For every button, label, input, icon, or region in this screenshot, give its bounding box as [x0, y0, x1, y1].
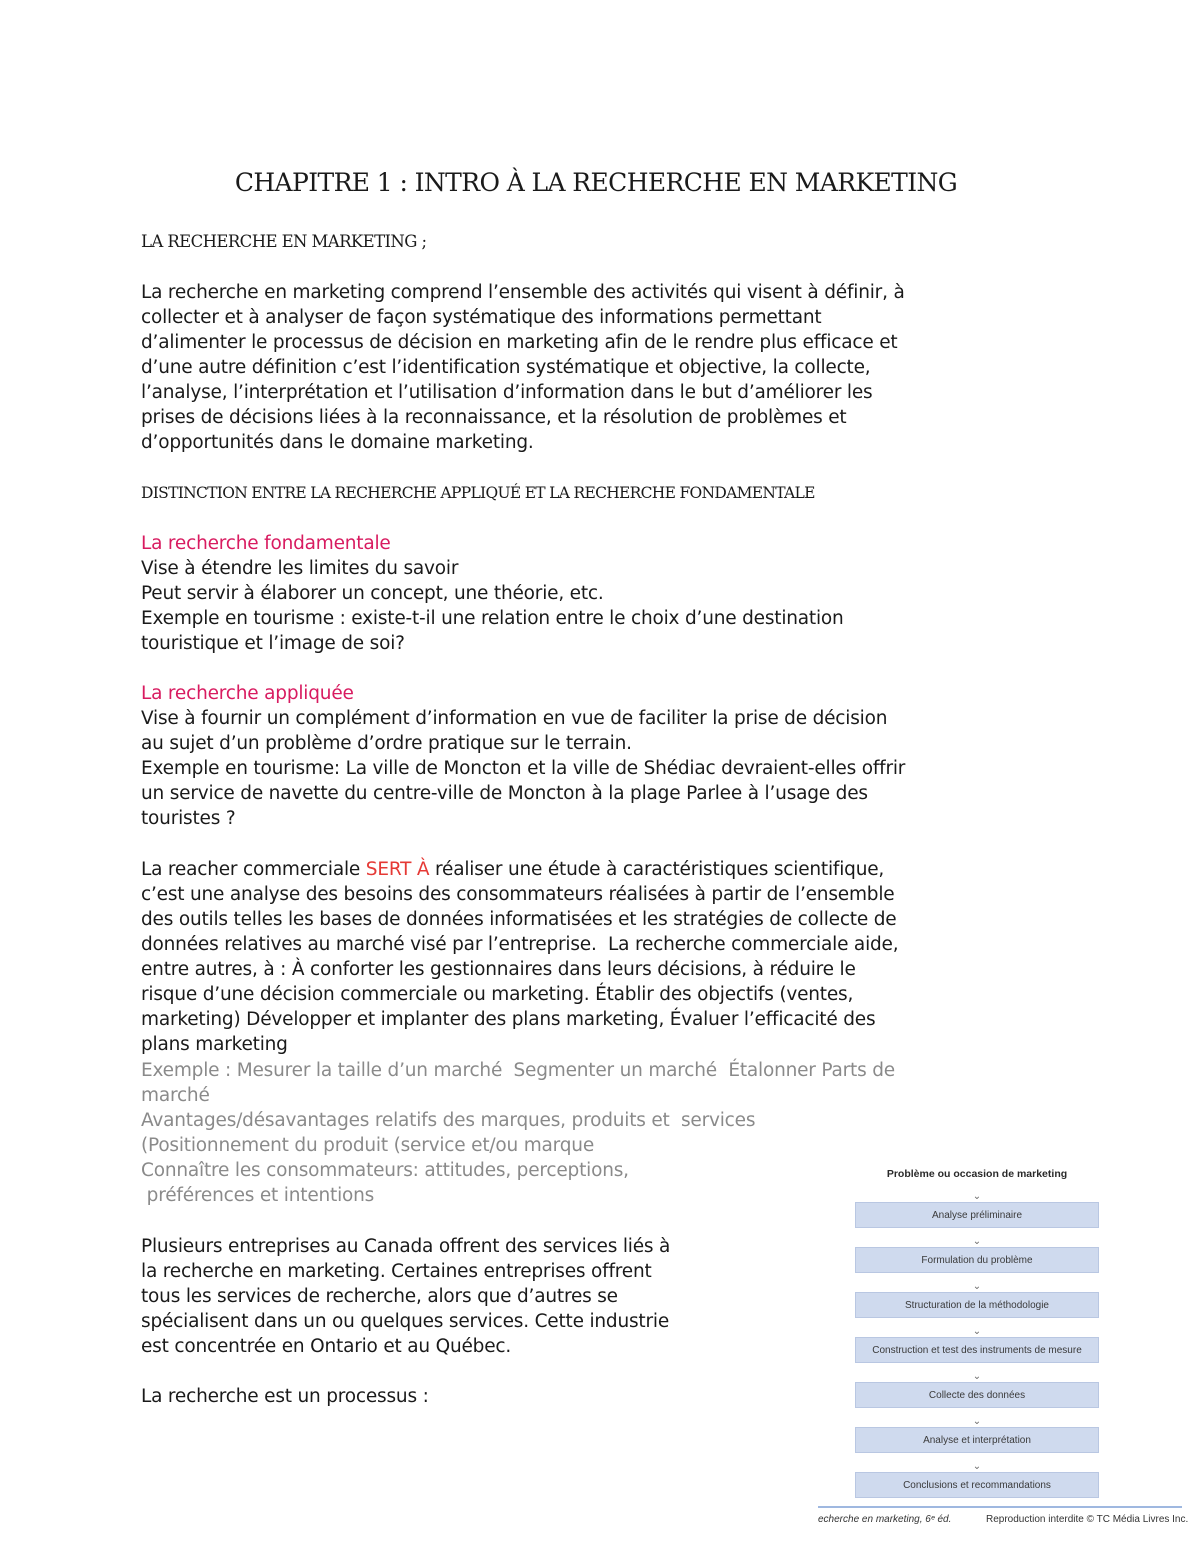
diagram-divider: [818, 1506, 1182, 1508]
diagram-title: Problème ou occasion de marketing: [886, 1168, 1068, 1180]
text-line: d’alimenter le processus de décision en marketing afin de le rendre plus efficace et: [141, 332, 898, 353]
text-line: (Positionnement du produit (service et/ou marque: [141, 1135, 595, 1156]
text-line: données relatives au marché visé par l’entreprise. La recherche commerciale aide,: [141, 934, 899, 955]
fondamentale-heading: La recherche fondamentale: [141, 533, 391, 554]
text-line: Vise à fournir un complément d’information en vue de faciliter la prise de décision: [141, 708, 888, 729]
text-line: plans marketing: [141, 1034, 288, 1055]
text-line: d’une autre définition c’est l’identification systématique et objective, la collecte,: [141, 357, 871, 378]
definition-paragraph: [141, 280, 905, 455]
text-line: préférences et intentions: [141, 1185, 375, 1206]
diagram-step: Conclusions et recommandations: [855, 1472, 1099, 1498]
down-arrow-icon: ⌄: [972, 1461, 982, 1472]
page-title: CHAPITRE 1 : INTRO À LA RECHERCHE EN MARKETING: [234, 168, 958, 197]
text-line: est concentrée en Ontario et au Québec.: [141, 1336, 512, 1357]
appliquee-section: [141, 681, 905, 831]
diagram-step: Analyse préliminaire: [855, 1202, 1099, 1228]
exemples-section: [141, 1058, 895, 1208]
text-line: tous les services de recherche, alors que d’autres se: [141, 1286, 618, 1307]
text-line: Connaître les consommateurs: attitudes, perceptions,: [141, 1160, 629, 1181]
down-arrow-icon: ⌄: [972, 1236, 982, 1247]
diagram-step: Construction et test des instruments de mesure: [855, 1337, 1099, 1363]
text-line: l’analyse, l’interprétation et l’utilisation d’information dans le but d’améliorer les: [141, 382, 873, 403]
text-line: La recherche est un processus :: [141, 1386, 429, 1407]
text-line: Exemple : Mesurer la taille d’un marché Segmenter un marché Étalonner Parts de: [141, 1060, 895, 1081]
text-line: Plusieurs entreprises au Canada offrent des services liés à: [141, 1236, 671, 1257]
text-line: Exemple en tourisme : existe-t-il une relation entre le choix d’une destination: [141, 608, 844, 629]
text-line: Vise à étendre les limites du savoir: [141, 558, 459, 579]
down-arrow-icon: ⌄: [972, 1281, 982, 1292]
text-line: entre autres, à : À conforter les gestionnaires dans leurs décisions, à réduire le: [141, 959, 856, 980]
down-arrow-icon: ⌄: [972, 1416, 982, 1427]
text-line: risque d’une décision commerciale ou marketing. Établir des objectifs (ventes,: [141, 984, 854, 1005]
text-line: marché: [141, 1085, 210, 1106]
section-heading-recherche: LA RECHERCHE EN MARKETING ;: [141, 232, 427, 251]
text-line: touristes ?: [141, 808, 236, 829]
processus-paragraph: [141, 1384, 429, 1409]
text-line: touristique et l’image de soi?: [141, 633, 405, 654]
canada-paragraph: [141, 1234, 670, 1359]
down-arrow-icon: ⌄: [972, 1371, 982, 1382]
fondamentale-section: [141, 531, 844, 656]
text-line: d’opportunités dans le domaine marketing.: [141, 432, 534, 453]
text-line: La recherche en marketing comprend l’ensemble des activités qui visent à définir, à: [141, 282, 905, 303]
lead-text: La reacher commerciale: [141, 859, 366, 880]
diagram-step: Collecte des données: [855, 1382, 1099, 1408]
text-line: spécialisent dans un ou quelques services. Cette industrie: [141, 1311, 669, 1332]
diagram-step: Formulation du problème: [855, 1247, 1099, 1273]
text-line: marketing) Développer et implanter des plans marketing, Évaluer l’efficacité des: [141, 1009, 876, 1030]
text-line: des outils telles les bases de données informatisées et les stratégies de collecte de: [141, 909, 897, 930]
appliquee-heading: La recherche appliquée: [141, 683, 354, 704]
text-line: Avantages/désavantages relatifs des marques, produits et services: [141, 1110, 756, 1131]
down-arrow-icon: ⌄: [972, 1191, 982, 1202]
process-diagram: [818, 1168, 1189, 1553]
text-line: la recherche en marketing. Certaines entreprises offrent: [141, 1261, 652, 1282]
text-line: prises de décisions liées à la reconnaissance, et la résolution de problèmes et: [141, 407, 847, 428]
commerciale-section: [141, 857, 898, 1057]
diagram-step: Structuration de la méthodologie: [855, 1292, 1099, 1318]
section-heading-distinction: DISTINCTION ENTRE LA RECHERCHE APPLIQUÉ ET LA RECHERCHE FONDAMENTALE: [141, 484, 815, 502]
lead-text: réaliser une étude à caractéristiques scientifique,: [429, 859, 885, 880]
text-line: un service de navette du centre-ville de Moncton à la plage Parlee à l’usage des: [141, 783, 868, 804]
text-line: c’est une analyse des besoins des consommateurs réalisées à partir de l’ensemble: [141, 884, 895, 905]
highlight-text: SERT À: [365, 859, 430, 880]
text-line: collecter et à analyser de façon systématique des informations permettant: [141, 307, 822, 328]
text-line: au sujet d’un problème d’ordre pratique sur le terrain.: [141, 733, 632, 754]
text-line: Exemple en tourisme: La ville de Moncton et la ville de Shédiac devraient-elles offrir: [141, 758, 906, 779]
text-line: Peut servir à élaborer un concept, une théorie, etc.: [141, 583, 604, 604]
down-arrow-icon: ⌄: [972, 1326, 982, 1337]
diagram-copyright: Reproduction interdite © TC Média Livres Inc.: [986, 1514, 1189, 1525]
diagram-step: Analyse et interprétation: [855, 1427, 1099, 1453]
commerciale-lead: [141, 857, 898, 882]
diagram-source: echerche en marketing, 6ᵉ éd.: [818, 1514, 952, 1525]
